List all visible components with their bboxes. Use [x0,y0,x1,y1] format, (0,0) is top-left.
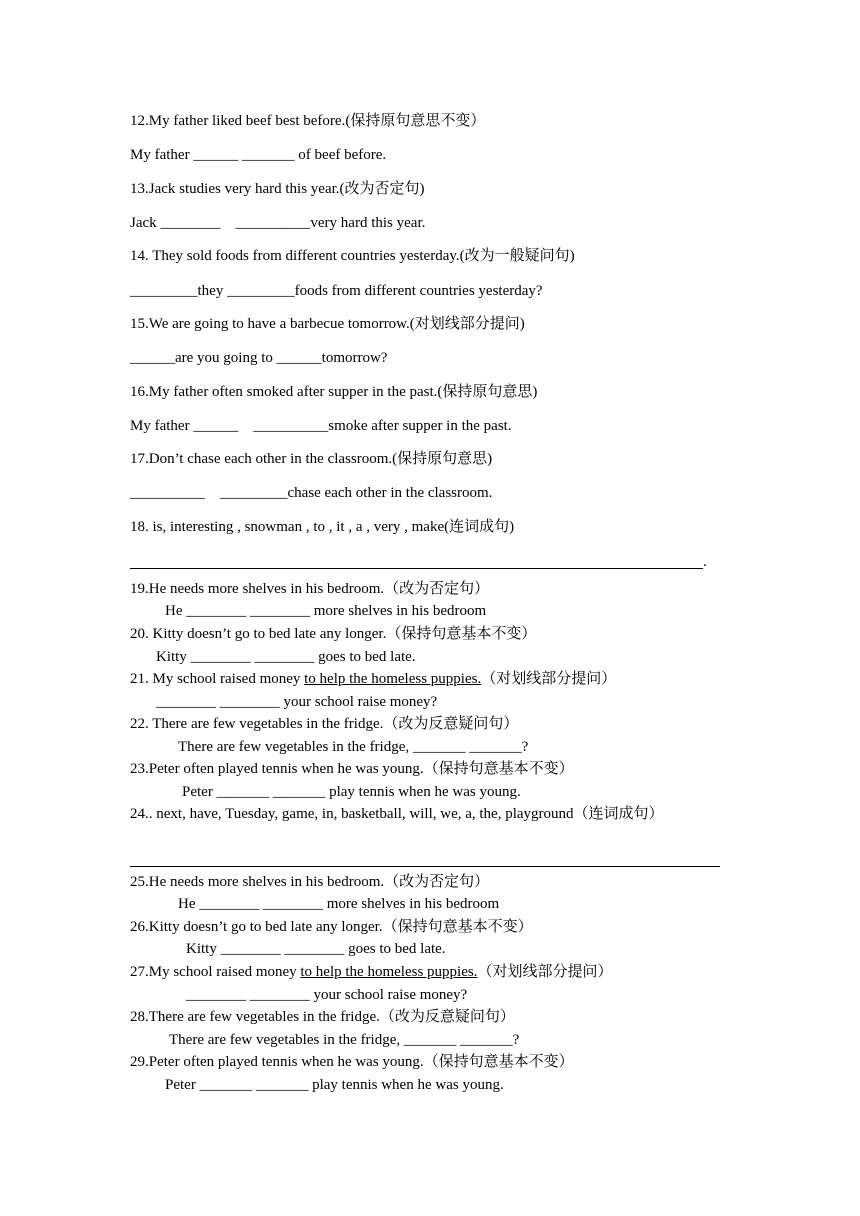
question-19-prompt: 19.He needs more shelves in his bedroom.（改为否定句） [130,581,490,597]
question-27-underlined-part: to help the homeless puppies. [300,964,478,980]
question-14-answer: _________they _________foods from different countries yesterday? [130,283,543,299]
question-21-prompt-text: 21. My school raised money [130,671,305,687]
question-13-prompt: 13.Jack studies very hard this year.(改为否定句) [130,181,425,197]
question-16-answer: My father ______ __________smoke after supper in the past. [130,418,512,434]
question-14-prompt: 14. They sold foods from different countries yesterday.(改为一般疑问句) [130,248,575,264]
question-22-answer: There are few vegetables in the fridge, _______ _______? [178,739,529,755]
question-12-prompt: 12.My father liked beef best before.(保持原句意思不变） [130,113,486,129]
question-21-instruction: （对划线部分提问） [481,671,617,687]
question-24-prompt: 24.. next, have, Tuesday, game, in, basketball, will, we, a, the, playground（连词成句） [130,806,664,822]
question-15-answer: ______are you going to ______tomorrow? [130,350,388,366]
question-26-answer: Kitty ________ ________ goes to bed late. [186,941,446,957]
question-20-prompt: 20. Kitty doesn’t go to bed late any longer.（保持句意基本不变） [130,626,537,642]
question-29-prompt: 29.Peter often played tennis when he was young.（保持句意基本不变） [130,1054,574,1070]
question-12-answer: My father ______ _______ of beef before. [130,147,387,163]
question-18-answer-period: . [703,554,707,570]
question-13-answer: Jack ________ __________very hard this year. [130,215,426,231]
question-21-answer: ________ ________ your school raise money? [156,694,438,710]
question-25-prompt: 25.He needs more shelves in his bedroom.（改为否定句） [130,874,490,890]
question-19-answer: He ________ ________ more shelves in his bedroom [165,603,487,619]
question-16-prompt: 16.My father often smoked after supper in the past.(保持原句意思) [130,384,538,400]
question-17-answer: __________ _________chase each other in the classroom. [130,485,493,501]
question-25-answer: He ________ ________ more shelves in his bedroom [178,896,500,912]
question-18-answer-line [130,568,703,569]
question-20-answer: Kitty ________ ________ goes to bed late. [156,649,416,665]
question-26-prompt: 26.Kitty doesn’t go to bed late any longer.（保持句意基本不变） [130,919,533,935]
question-15-prompt: 15.We are going to have a barbecue tomorrow.(对划线部分提问) [130,316,525,332]
question-18-prompt: 18. is, interesting , snowman , to , it , a , very , make(连词成句) [130,519,515,535]
question-28-answer: There are few vegetables in the fridge, _______ _______? [169,1032,520,1048]
question-28-prompt: 28.There are few vegetables in the fridge.（改为反意疑问句） [130,1009,515,1025]
question-23-answer: Peter _______ _______ play tennis when he was young. [182,784,521,800]
question-27-answer: ________ ________ your school raise money? [186,987,468,1003]
question-27-instruction: （对划线部分提问） [477,964,613,980]
question-27-prompt-text: 27.My school raised money [130,964,301,980]
question-27-prompt [130,962,612,982]
question-24-answer-line [130,866,720,867]
question-29-answer: Peter _______ _______ play tennis when he was young. [165,1077,504,1093]
question-21-prompt [130,669,616,689]
question-22-prompt: 22. There are few vegetables in the fridge.（改为反意疑问句） [130,716,519,732]
question-21-underlined-part: to help the homeless puppies. [304,671,482,687]
question-23-prompt: 23.Peter often played tennis when he was young.（保持句意基本不变） [130,761,574,777]
question-17-prompt: 17.Don’t chase each other in the classroom.(保持原句意思) [130,451,493,467]
